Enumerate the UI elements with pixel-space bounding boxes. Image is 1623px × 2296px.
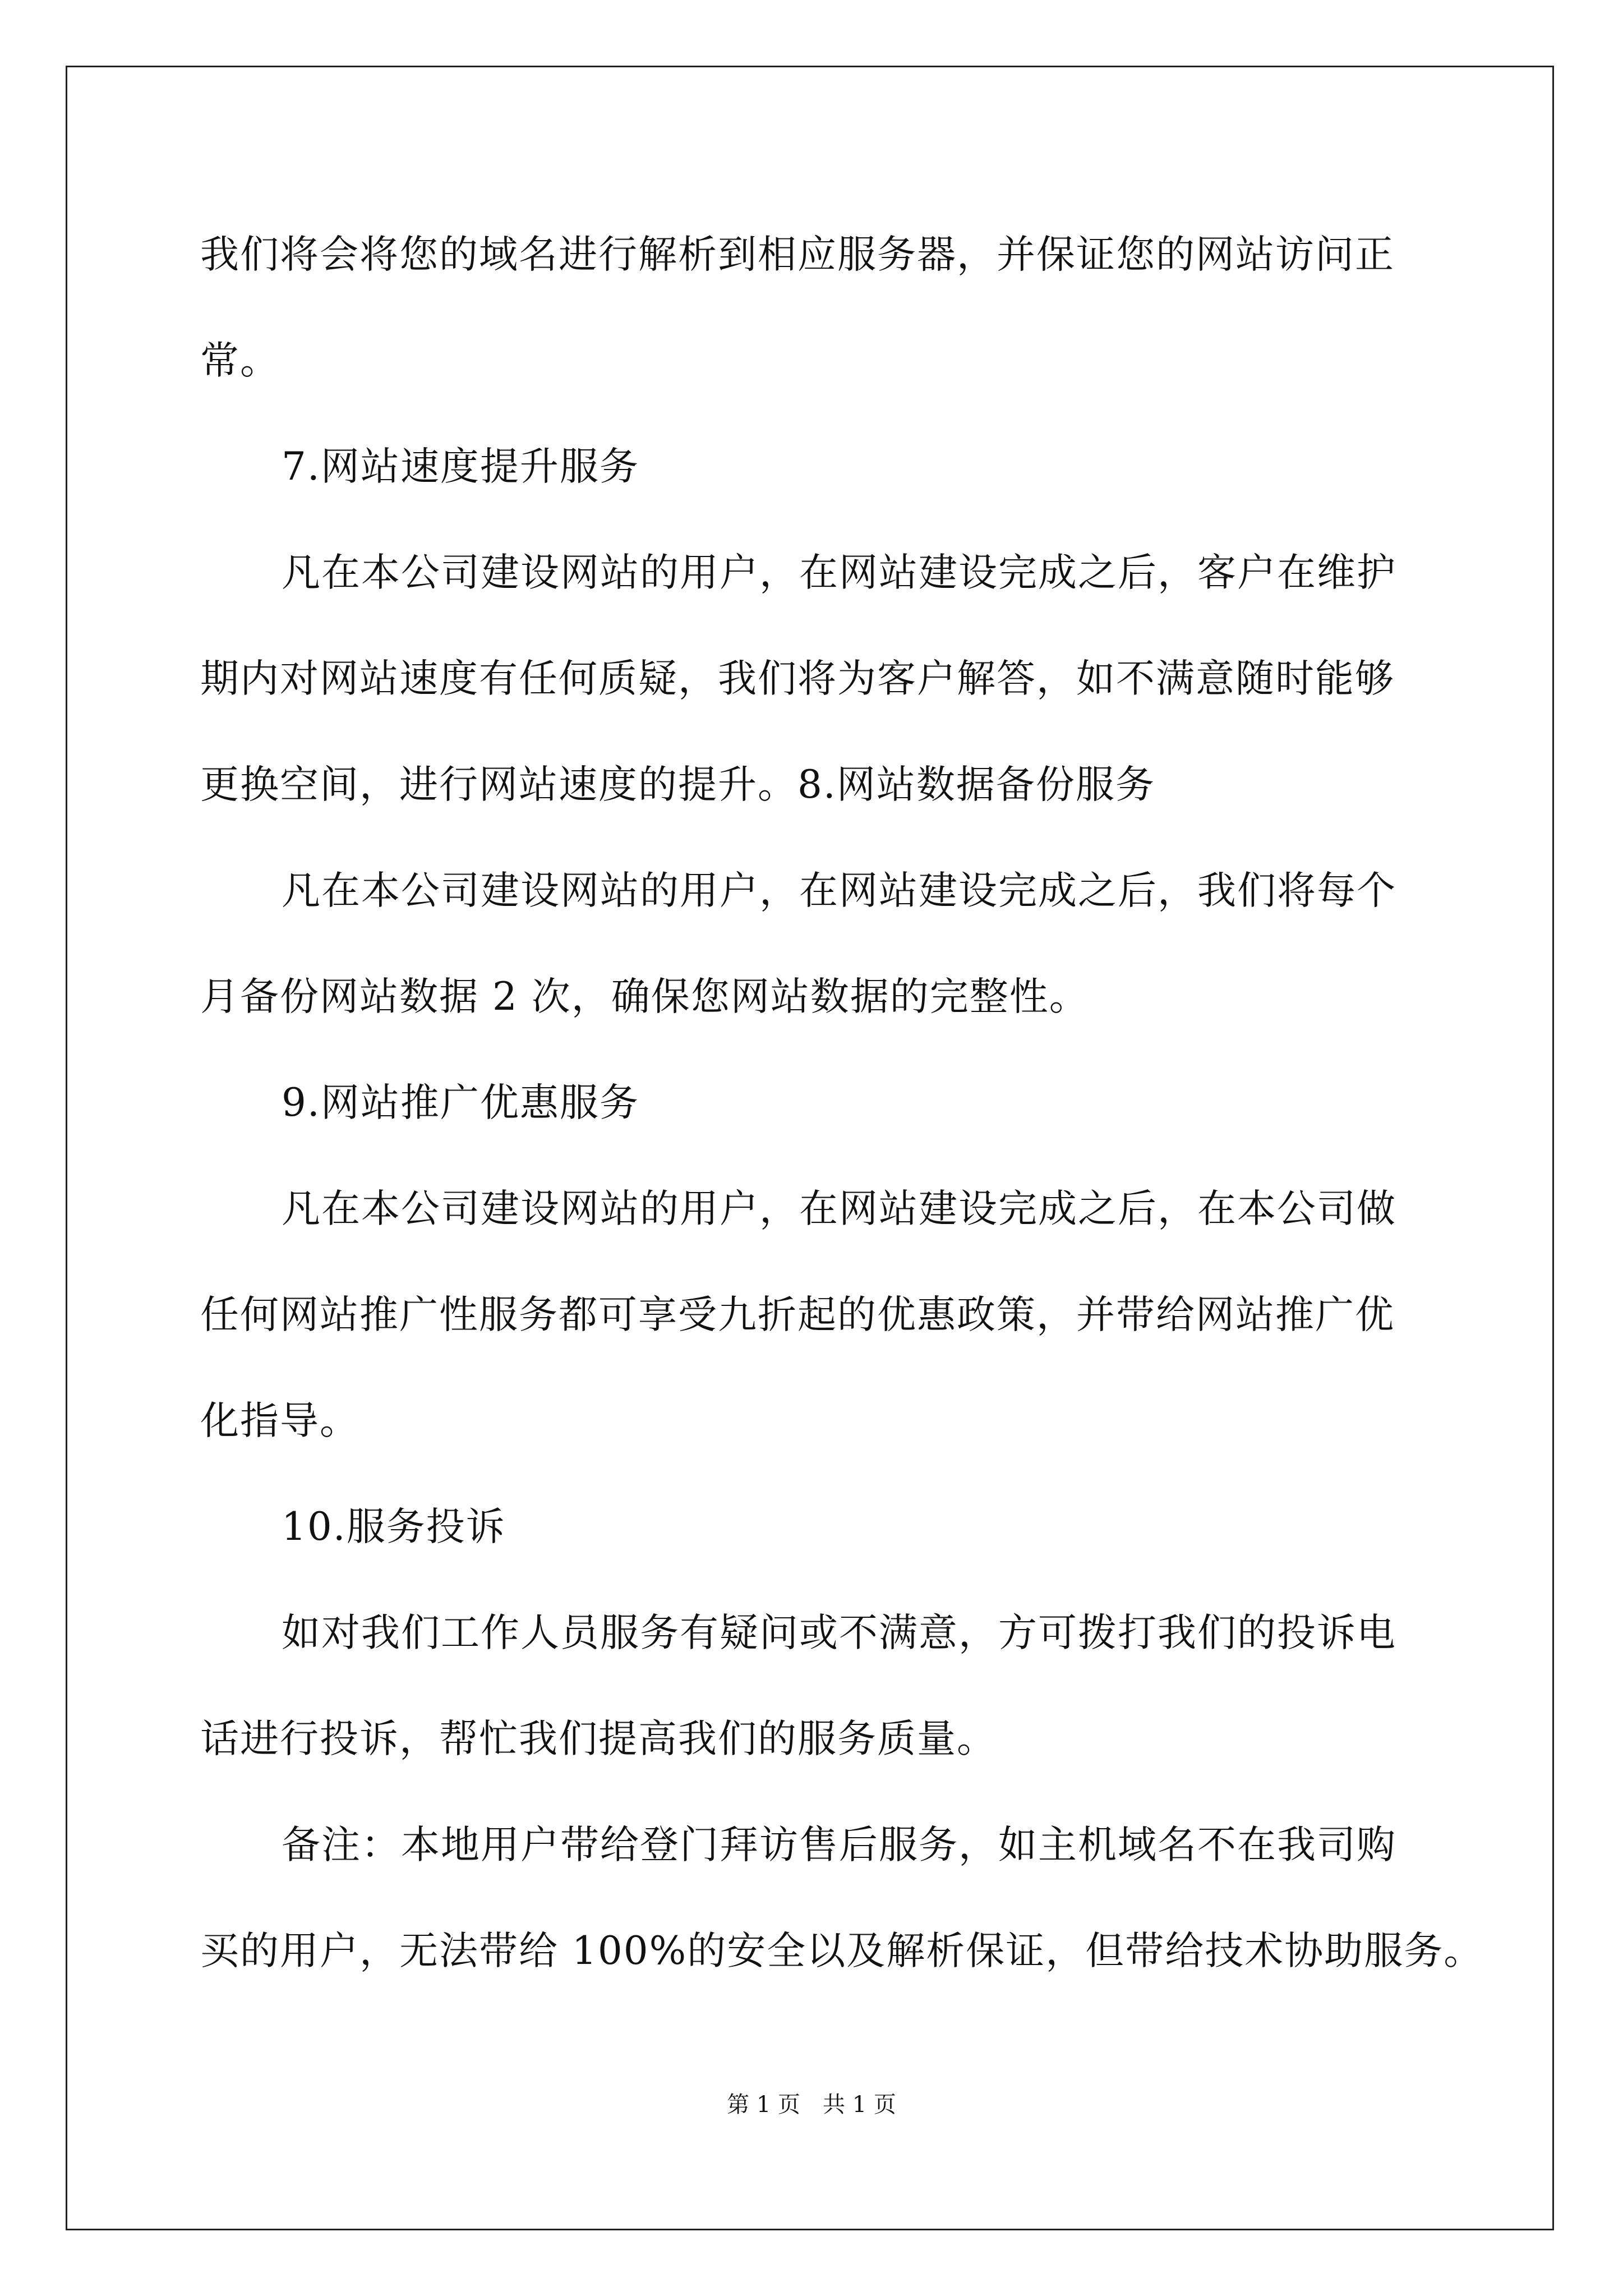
text-line-2: 常。 (200, 338, 280, 383)
text-line-8: 月备份网站数据 2 次，确保您网站数据的完整性。 (200, 974, 1089, 1019)
text-line-1: 我们将会将您的域名进行解析到相应服务器，并保证您的网站访问正 (200, 232, 1395, 277)
text-line-12: 化指导。 (200, 1398, 359, 1443)
section-heading-10: 10.服务投诉 (282, 1504, 506, 1549)
text-line-10: 凡在本公司建设网站的用户，在网站建设完成之后，在本公司做 (282, 1186, 1396, 1231)
text-line-5: 期内对网站速度有任何质疑，我们将为客户解答，如不满意随时能够 (200, 656, 1395, 701)
text-line-15: 话进行投诉，帮忙我们提高我们的服务质量。 (200, 1717, 997, 1761)
section-heading-7: 7.网站速度提升服务 (282, 444, 639, 489)
section-heading-9: 9.网站推广优惠服务 (282, 1080, 639, 1125)
document-body (200, 202, 1484, 2004)
text-line-6: 更换空间，进行网站速度的提升。8.网站数据备份服务 (200, 762, 1155, 807)
note-line-2: 买的用户，无法带给 100%的安全以及解析保证，但带给技术协助服务。 (200, 1929, 1484, 1973)
page-number-footer: 第 1 页 共 1 页 (727, 2092, 896, 2118)
note-line-1: 备注：本地用户带给登门拜访售后服务，如主机域名不在我司购 (282, 1823, 1396, 1867)
text-line-4: 凡在本公司建设网站的用户，在网站建设完成之后，客户在维护 (282, 550, 1396, 595)
text-line-11: 任何网站推广性服务都可享受九折起的优惠政策，并带给网站推广优 (200, 1292, 1395, 1337)
text-line-14: 如对我们工作人员服务有疑问或不满意，方可拨打我们的投诉电 (282, 1611, 1396, 1655)
text-line-7: 凡在本公司建设网站的用户，在网站建设完成之后，我们将每个 (282, 868, 1396, 913)
